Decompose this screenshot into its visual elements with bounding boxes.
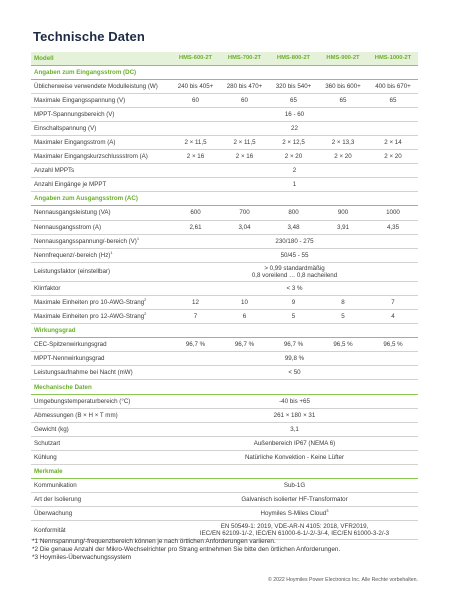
table-row [31,295,418,309]
row-label-text: Üblicherweise verwendete Modulleistung (W) [34,82,158,90]
cell-value: 96,7 % [171,338,220,352]
table-row [31,248,418,262]
cell-value: 2 × 16 [171,150,220,164]
column-header-hms-700-2t: HMS-700-2T [220,52,269,65]
section-header-row [31,465,418,479]
row-label-text: Kühlung [34,453,57,461]
section-header: Angaben zum Ausgangsstrom (AC) [31,192,418,206]
row-label [31,262,171,281]
cell-value-span [171,178,418,192]
cell-value-span [171,234,418,248]
column-header-hms-800-2t: HMS-800-2T [269,52,318,65]
row-label [31,408,171,422]
row-label [31,493,171,507]
cell-value-text: -40 bis +65 [279,397,310,405]
row-label-text: Nennausgangsstrom (A) [34,223,102,231]
footnote-marker: 1 [110,249,113,255]
row-label [31,366,171,380]
column-header-hms-600-2t: HMS-600-2T [171,52,220,65]
cell-value-text: 1 [292,181,297,189]
column-header-model: Modell [31,52,171,65]
cell-value: 10 [220,295,269,309]
cell-value: 2 × 20 [318,150,368,164]
row-label [31,479,171,493]
footnote-1: *1 Nennspannung/-frequenzbereich können je nach örtlichen Anforderungen variieren. [32,538,276,545]
row-label-text: Schutzart [34,439,61,447]
cell-value: 60 [220,93,269,107]
table-row [31,394,418,408]
table-row [31,150,418,164]
row-label-text: Überwachung [34,510,73,518]
section-header: Wirkungsgrad [31,324,418,338]
cell-value: 96,5 % [368,338,418,352]
cell-value-span [171,507,418,521]
cell-value: 600 [171,206,220,220]
spec-table [31,52,418,540]
cell-value-span [171,493,418,507]
copyright: © 2022 Hoymiles Power Electronics Inc. Alle Rechte vorbehalten. [267,577,418,583]
cell-value-text: 3,1 [290,425,299,433]
cell-value: 60 [171,93,220,107]
cell-value: 3,91 [318,220,368,234]
cell-value-span [171,248,418,262]
column-header-hms-900-2t: HMS-900-2T [318,52,368,65]
cell-value: 800 [269,206,318,220]
cell-value-span [171,262,418,281]
cell-value-text: Außenbereich IP67 (NEMA 6) [253,439,336,447]
table-row [31,281,418,295]
cell-value: 2 × 11,5 [220,135,269,149]
table-row [31,493,418,507]
row-label-text: MPPT-Spannungsbereich (V) [34,110,115,118]
cell-value-span [171,408,418,422]
table-row [31,408,418,422]
cell-value-text: Galvanisch isolierter HF-Transformator [241,496,348,504]
cell-value: 65 [269,93,318,107]
table-row [31,164,418,178]
table-row [31,479,418,493]
cell-value: 360 bis 600+ [318,79,368,93]
cell-value-span [171,164,418,178]
row-label-text: Leistungsaufnahme bei Nacht (mW) [34,369,133,377]
cell-value-text: 22 [291,124,298,132]
row-label [31,178,171,192]
table-row [31,436,418,450]
cell-value: 2,61 [171,220,220,234]
row-label [31,394,171,408]
cell-value: 4 [368,310,418,324]
row-label-text: Umgebungstemperaturbereich (°C) [34,397,131,405]
cell-value: 96,7 % [269,338,318,352]
cell-value: 96,7 % [220,338,269,352]
cell-value: 5 [318,310,368,324]
row-label-text: Kommunikation [34,482,77,490]
row-label-text: Leistungsfaktor (einstellbar) [34,268,111,276]
row-label [31,135,171,149]
cell-value: 6 [220,310,269,324]
cell-value-span [171,121,418,135]
section-header: Angaben zum Eingangsstrom (DC) [31,65,418,79]
row-label-text: Nennausgangsspannung/-bereich (V) [34,237,137,245]
row-label [31,281,171,295]
table-row [31,135,418,149]
footnote-marker: 3 [326,508,329,514]
cell-value-text: 261 × 180 × 31 [273,411,316,419]
cell-value: 2 × 13,3 [318,135,368,149]
row-label-text: Maximaler Eingangsstrom (A) [34,139,116,147]
cell-value: 400 bis 670+ [368,79,418,93]
row-label-text: Nennfrequenz/-bereich (Hz) [34,251,111,259]
row-label-text: Nennausgangsleistung (VA) [34,209,111,217]
row-label-text: Einschaltspannung (V) [34,124,97,132]
row-label [31,248,171,262]
row-label-text: Anzahl Eingänge je MPPT [34,181,107,189]
row-label [31,234,171,248]
row-label [31,338,171,352]
footnotes [32,538,427,562]
cell-value: 5 [269,310,318,324]
table-row [31,507,418,521]
table-row [31,178,418,192]
column-header-hms-1000-2t: HMS-1000-2T [368,52,418,65]
row-label [31,107,171,121]
cell-value: 2 × 14 [368,135,418,149]
row-label-text: Maximale Einheiten pro 12-AWG-Strang [34,313,145,321]
cell-value: 2 × 20 [269,150,318,164]
row-label-text: Maximale Einheiten pro 10-AWG-Strang [34,298,145,306]
cell-value-text: 50/45 - 55 [280,251,309,259]
cell-value-text: 16 - 60 [284,110,305,118]
table-row [31,352,418,366]
cell-value-span [171,281,418,295]
cell-value-span [171,422,418,436]
row-label [31,450,171,464]
cell-value-text: Hoymiles S-Miles Cloud [260,510,327,518]
table-row [31,93,418,107]
cell-value: 3,48 [269,220,318,234]
cell-value: 7 [171,310,220,324]
spec-table-body [31,52,418,540]
cell-value: 3,04 [220,220,269,234]
row-label-text: CEC-Spitzenwirkungsgrad [34,341,107,349]
section-header: Merkmale [31,465,418,479]
cell-value: 2 × 16 [220,150,269,164]
cell-value: 1000 [368,206,418,220]
cell-value-span [171,436,418,450]
row-label-text: Maximaler Eingangskurzschlussstrom (A) [34,153,148,161]
page-title: Technische Daten [33,29,145,44]
cell-value: 65 [368,93,418,107]
footnote-3: *3 Hoymiles-Überwachungssystem [32,554,132,562]
cell-value-text: Natürliche Konvektion - Keine Lüfter [244,453,345,461]
row-label-text: Klirrfaktor [34,284,61,292]
section-header-row [31,380,418,394]
table-row [31,262,418,281]
footnote-marker: 2 [144,310,147,316]
cell-value-text: 230/180 - 275 [275,237,314,245]
table-row [31,338,418,352]
row-label [31,436,171,450]
row-label-text: Anzahl MPPTs [34,167,75,175]
cell-value-text: > 0,99 standardmäßig 0,8 voreilend … 0,8 nacheilend [251,264,338,279]
cell-value-span [171,479,418,493]
table-row [31,121,418,135]
cell-value: 2 × 11,5 [171,135,220,149]
section-header: Mechanische Daten [31,380,418,394]
cell-value: 2 × 20 [368,150,418,164]
cell-value-text: 2 [292,167,297,175]
row-label-text: MPPT-Nennwirkungsgrad [34,355,105,363]
cell-value-text: EN 50549-1: 2019, VDE-AR-N 4105: 2018, VFR2019, IEC/EN 62109-1/-2, IEC/EN 61000-6-1/-2/-3/-4, IEC/EN 61000-3-2/-3 [199,523,390,538]
row-label [31,164,171,178]
cell-value: 96,5 % [318,338,368,352]
cell-value-span [171,352,418,366]
cell-value: 320 bis 540+ [269,79,318,93]
cell-value: 900 [318,206,368,220]
footnote-marker: 1 [136,235,140,241]
table-header-row [31,52,418,65]
row-label [31,310,171,324]
section-header-row [31,192,418,206]
row-label-text: Abmessungen (B × H × T mm) [34,411,118,419]
cell-value-text: < 3 % [286,284,303,292]
cell-value: 8 [318,295,368,309]
footnote-marker: 2 [144,296,147,302]
cell-value: 240 bis 405+ [171,79,220,93]
table-row [31,79,418,93]
cell-value-span [171,366,418,380]
row-label [31,507,171,521]
table-row [31,220,418,234]
row-label-text: Art der Isolierung [34,496,82,504]
cell-value-text: 99,8 % [284,355,305,363]
row-label [31,220,171,234]
table-row [31,422,418,436]
table-row [31,310,418,324]
cell-value: 280 bis 470+ [220,79,269,93]
section-header-row [31,65,418,79]
table-row [31,206,418,220]
row-label-text: Konformität [34,526,66,534]
footnote-2: *2 Die genaue Anzahl der Mikro-Wechselrichter pro Strang entnehmen Sie bitte den örtlichen Anforderungen. [32,546,341,554]
row-label [31,93,171,107]
cell-value: 700 [220,206,269,220]
cell-value: 65 [318,93,368,107]
row-label-text: Gewicht (kg) [34,425,69,433]
row-label [31,206,171,220]
row-label [31,295,171,309]
cell-value: 7 [368,295,418,309]
section-header-row [31,324,418,338]
row-label [31,121,171,135]
cell-value: 9 [269,295,318,309]
cell-value-span [171,394,418,408]
row-label-text: Maximale Eingangsspannung (V) [34,96,126,104]
table-row [31,366,418,380]
cell-value: 12 [171,295,220,309]
row-label [31,150,171,164]
row-label [31,422,171,436]
table-row [31,450,418,464]
cell-value-span [171,450,418,464]
cell-value: 4,35 [368,220,418,234]
row-label [31,352,171,366]
table-row [31,107,418,121]
row-label [31,79,171,93]
cell-value: 2 × 12,5 [269,135,318,149]
cell-value-span [171,107,418,121]
cell-value-text: < 50 [288,369,301,377]
cell-value-text: Sub-1G [283,482,306,490]
table-row [31,234,418,248]
